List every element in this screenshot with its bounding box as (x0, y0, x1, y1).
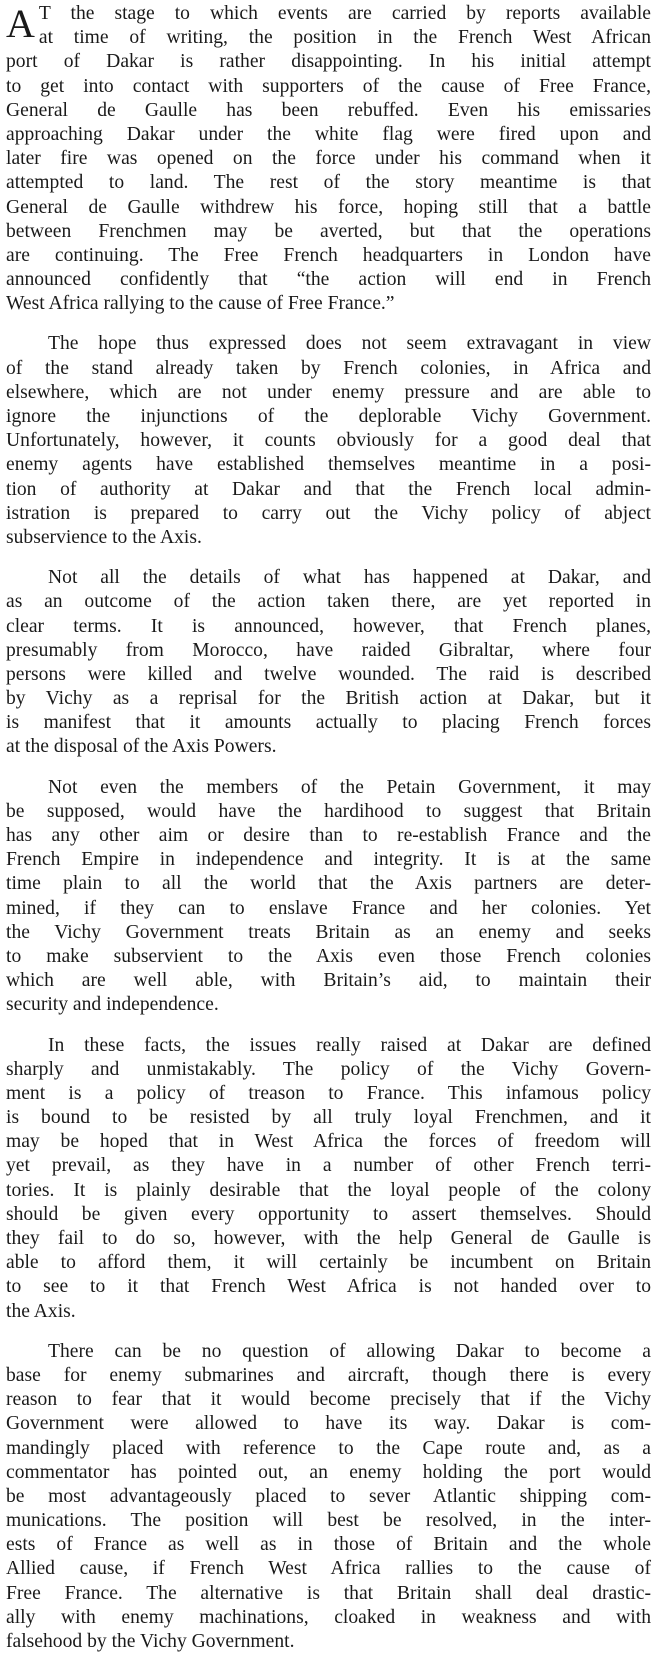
text-line: to make subservient to the Axis even those French colonies (6, 945, 651, 967)
text-line: ignore the injunctions of the deplorable Vichy Government. (6, 406, 651, 427)
text-line: tories. It is plainly desirable that the loyal people of the colony (6, 1179, 651, 1201)
paragraph-2 (6, 332, 651, 550)
paragraph-6 (6, 1340, 651, 1654)
text-line: reason to fear that it would become precisely that if the Vichy (6, 1389, 651, 1411)
text-line: falsehood by the Vichy Government. (6, 1631, 295, 1652)
text-line: In these facts, the issues really raised at Dakar are defined (48, 1034, 651, 1056)
text-line: may be hoped that in West Africa the forces of freedom will (6, 1131, 651, 1153)
text-line: to see to it that French West Africa is not handed over to (6, 1276, 651, 1298)
text-line: Allied cause, if French West Africa rallies to the cause of (6, 1558, 651, 1580)
text-line: enemy agents have established themselves meantime in a posi- (6, 454, 651, 476)
text-line: which are well able, with Britain’s aid, to maintain their (6, 970, 651, 992)
text-line: is bound to be resisted by all truly loyal Frenchmen, and it (6, 1107, 651, 1129)
text-line: mandingly placed with reference to the Cape route and, as a (6, 1437, 651, 1459)
text-line: Not all the details of what has happened at Dakar, and (48, 567, 651, 589)
text-line: clear terms. It is announced, however, that French planes, (6, 615, 651, 637)
text-line: persons were killed and twelve wounded. The raid is described (6, 663, 651, 685)
text-line: should be given every opportunity to assert themselves. Should (6, 1203, 651, 1225)
text-line: subservience to the Axis. (6, 526, 202, 548)
text-line: be most advantageously placed to sever Atlantic shipping com- (6, 1485, 651, 1507)
text-line: tion of authority at Dakar and that the French local admin- (6, 478, 651, 500)
text-line: base for enemy submarines and aircraft, though there is every (6, 1364, 651, 1386)
text-line: munications. The position will best be resolved, in the inter- (6, 1510, 651, 1532)
text-line: port of Dakar is rather disappointing. In his initial attempt (6, 51, 651, 73)
text-line: commentator has pointed out, an enemy holding the port would (6, 1461, 651, 1483)
text-line: Unfortunately, however, it counts obviously for a good deal that (6, 430, 651, 452)
text-line: to get into contact with supporters of the cause of Free France, (6, 75, 651, 97)
text-line: are continuing. The Free French headquarters in London have (6, 244, 651, 266)
article (6, 2, 651, 1654)
text-line: elsewhere, which are not under enemy pressure and are able to (6, 381, 651, 403)
text-line: Not even the members of the Petain Government, it may (48, 776, 651, 798)
text-line: is manifest that it amounts actually to placing French forces (6, 712, 651, 734)
text-line: mined, if they can to enslave France and her colonies. Yet (6, 897, 651, 919)
text-line: they fail to do so, however, with the help General de Gaulle is (6, 1228, 651, 1249)
text-line: ests of France as well as in those of Britain and the whole (6, 1534, 651, 1556)
paragraph-5 (6, 1034, 651, 1324)
text-line: attempted to land. The rest of the story meantime is that (6, 172, 651, 194)
paragraph-4 (6, 776, 651, 1018)
text-line: at the disposal of the Axis Powers. (6, 736, 277, 758)
text-line: later fire was opened on the force under his command when it (6, 148, 651, 170)
text-line: between Frenchmen may be averted, but that the operations (6, 220, 651, 242)
text-line: announced confidently that “the action will end in French (6, 269, 651, 291)
paragraph-3 (6, 566, 651, 760)
text-line: ally with enemy machinations, cloaked in weakness and with (6, 1606, 651, 1628)
text-line: by Vichy as a reprisal for the British action at Dakar, but it (6, 688, 651, 710)
text-line: istration is prepared to carry out the Vichy policy of abject (6, 502, 651, 524)
text-line: presumably from Morocco, have raided Gibraltar, where four (6, 639, 651, 661)
text-line: be supposed, would have the hardihood to suggest that Britain (6, 800, 651, 822)
text-line: General de Gaulle withdrew his force, hoping still that a battle (6, 196, 651, 218)
text-line: sharply and unmistakably. The policy of the Vichy Govern- (6, 1058, 651, 1080)
text-line: approaching Dakar under the white flag were fired upon and (6, 123, 651, 145)
text-line: West Africa rallying to the cause of Free France.” (6, 293, 395, 315)
paragraph-1 (6, 2, 651, 316)
drop-cap: A (6, 1, 35, 46)
text-line: ment is a policy of treason to France. This infamous policy (6, 1082, 651, 1104)
text-line: There can be no question of allowing Dakar to become a (48, 1340, 651, 1362)
text-line: at time of writing, the position in the French West African (38, 27, 651, 49)
text-line: of the stand already taken by French colonies, in Africa and (6, 357, 651, 379)
text-line: yet prevail, as they have in a number of other French terri- (6, 1155, 651, 1177)
text-line: time plain to all the world that the Axis partners are deter- (6, 873, 651, 895)
text-line: French Empire in independence and integrity. It is at the same (6, 849, 651, 871)
text-line: the Axis. (6, 1300, 76, 1322)
text-line: able to afford them, it will certainly be incumbent on Britain (6, 1252, 651, 1274)
text-line: Government were allowed to have its way. Dakar is com- (6, 1413, 651, 1435)
text-line: as an outcome of the action taken there, are yet reported in (6, 591, 651, 613)
text-line: General de Gaulle has been rebuffed. Even his emissaries (6, 99, 651, 121)
text-line: T the stage to which events are carried by reports available (38, 3, 651, 24)
text-line: has any other aim or desire than to re-establish France and the (6, 825, 651, 846)
text-line: The hope thus expressed does not seem extravagant in view (48, 333, 651, 355)
text-line: security and independence. (6, 994, 219, 1016)
text-line: the Vichy Government treats Britain as an enemy and seeks (6, 921, 651, 943)
text-line: Free France. The alternative is that Britain shall deal drastic- (6, 1582, 651, 1604)
